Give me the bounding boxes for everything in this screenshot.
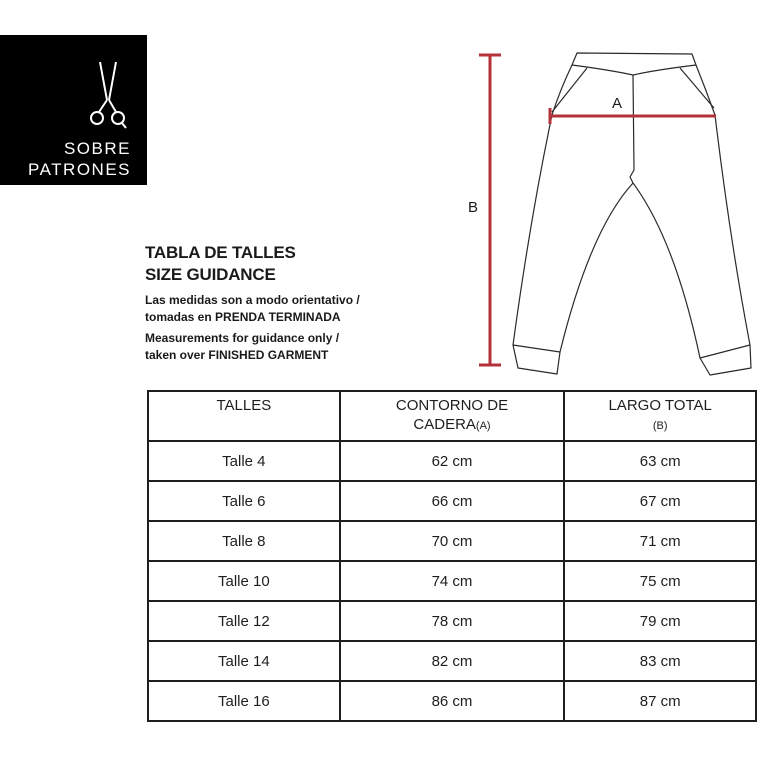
note-es-2: tomadas en PRENDA TERMINADA bbox=[145, 310, 341, 324]
note-es-1: Las medidas son a modo orientativo / bbox=[145, 293, 360, 307]
label-a: A bbox=[612, 95, 623, 112]
title-es: TABLA DE TALLES bbox=[145, 243, 296, 262]
cell-size: Talle 10 bbox=[148, 561, 340, 601]
note-en-1: Measurements for guidance only / bbox=[145, 331, 340, 345]
header-talles: TALLES bbox=[148, 391, 340, 441]
note-en-2: taken over FINISHED GARMENT bbox=[145, 348, 329, 362]
cell-hip: 70 cm bbox=[340, 521, 565, 561]
cell-size: Talle 12 bbox=[148, 601, 340, 641]
table-row bbox=[148, 441, 756, 481]
table-row bbox=[148, 681, 756, 721]
table-row bbox=[148, 601, 756, 641]
cell-size: Talle 14 bbox=[148, 641, 340, 681]
logo-line-1: SOBRE bbox=[63, 139, 131, 158]
cell-length: 83 cm bbox=[564, 641, 756, 681]
cell-hip: 78 cm bbox=[340, 601, 565, 641]
cell-size: Talle 8 bbox=[148, 521, 340, 561]
cell-length: 63 cm bbox=[564, 441, 756, 481]
cell-size: Talle 6 bbox=[148, 481, 340, 521]
table-row bbox=[148, 521, 756, 561]
table-header-row bbox=[148, 391, 756, 441]
title-en: SIZE GUIDANCE bbox=[145, 265, 276, 284]
cell-hip: 74 cm bbox=[340, 561, 565, 601]
header-contorno: CONTORNO DE CADERA(A) bbox=[340, 391, 565, 441]
cell-length: 87 cm bbox=[564, 681, 756, 721]
cell-size: Talle 16 bbox=[148, 681, 340, 721]
cell-length: 71 cm bbox=[564, 521, 756, 561]
cell-length: 79 cm bbox=[564, 601, 756, 641]
brand-logo bbox=[0, 35, 147, 185]
table-row bbox=[148, 561, 756, 601]
size-table bbox=[147, 390, 757, 722]
cell-hip: 66 cm bbox=[340, 481, 565, 521]
pants-diagram bbox=[460, 40, 760, 380]
heading-block bbox=[145, 242, 360, 364]
scissors-icon bbox=[88, 60, 128, 132]
cell-size: Talle 4 bbox=[148, 441, 340, 481]
table-row bbox=[148, 641, 756, 681]
header-largo: LARGO TOTAL (B) bbox=[564, 391, 756, 441]
cell-hip: 82 cm bbox=[340, 641, 565, 681]
cell-hip: 62 cm bbox=[340, 441, 565, 481]
cell-hip: 86 cm bbox=[340, 681, 565, 721]
logo-line-2: PATRONES bbox=[28, 160, 131, 179]
table-row bbox=[148, 481, 756, 521]
cell-length: 75 cm bbox=[564, 561, 756, 601]
label-b: B bbox=[468, 199, 479, 216]
cell-length: 67 cm bbox=[564, 481, 756, 521]
